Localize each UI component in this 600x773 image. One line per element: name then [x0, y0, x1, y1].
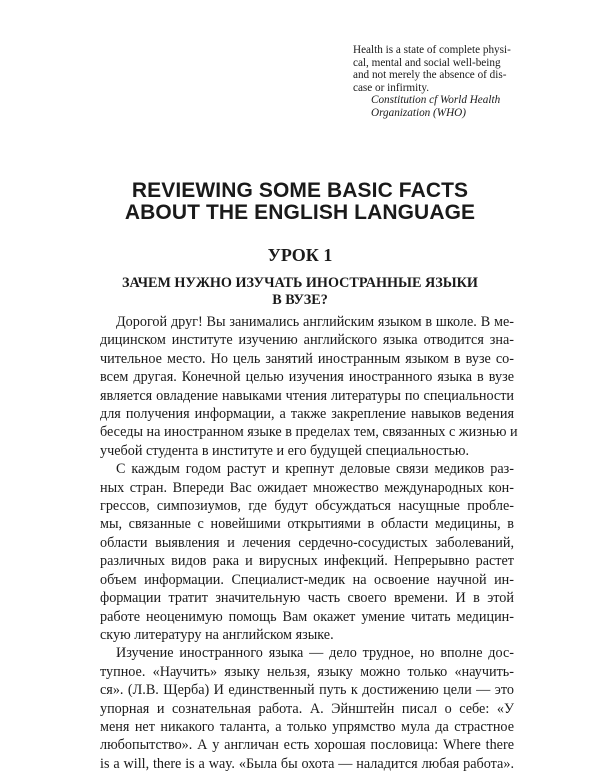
text-line: меня нет никакого таланта, а только упрямство мула да страстное: [100, 718, 514, 735]
text-line: любопытство». А у англичан есть хорошая пословица: Where there: [100, 737, 514, 754]
text-line: для получения информации, а также закрепление навыков ведения: [100, 406, 514, 423]
epigraph-line: and not merely the absence of dis-: [353, 69, 507, 82]
epigraph: [353, 44, 523, 120]
lesson-subtitle-line: В ВУЗЕ?: [272, 292, 328, 308]
text-line: области выявления и лечения сердечно-сосудистых заболеваний,: [100, 534, 514, 551]
epigraph-source: Constitution cf World Health: [371, 94, 501, 107]
text-line: Дорогой друг! Вы занимались английским языком в школе. В ме-: [116, 314, 514, 330]
text-line: ных стран. Впереди Вас ожидает множество международных кон-: [100, 479, 514, 496]
lesson-subtitle-line: ЗАЧЕМ НУЖНО ИЗУЧАТЬ ИНОСТРАННЫЕ ЯЗЫКИ: [122, 275, 478, 291]
chapter-title-line: REVIEWING SOME BASIC FACTS: [131, 179, 469, 202]
epigraph-line: case or infirmity.: [353, 81, 430, 94]
body-text: [100, 313, 518, 773]
chapter-title-line: ABOUT THE ENGLISH LANGUAGE: [124, 200, 476, 224]
text-line: различных видов рака и вирусных инфекций. Непрерывно растет: [100, 553, 514, 570]
text-line: Изучение иностранного языка — дело трудное, но вполне дос-: [116, 645, 514, 662]
text-line: всем другая. Конечной целью изучения иностранного языка в вузе: [100, 369, 514, 386]
text-line: С каждым годом растут и крепнут деловые связи медиков раз-: [116, 461, 514, 478]
text-line: тупное. «Научить» языку нельзя, языку можно только «научить-: [100, 663, 514, 680]
epigraph-line: Health is a state of complete physi-: [353, 44, 511, 56]
text-line: ся». (Л.В. Щерба) И единственный путь к достижению цели — это: [100, 682, 514, 699]
text-line: является овладение навыками чтения литературы по специальности: [100, 387, 514, 404]
text-line: упорная и сознательная работа. А. Эйнштейн писал о себе: «У: [100, 700, 514, 717]
text-line: is a will, there is a way. «Была бы охота — наладится любая работа».: [100, 755, 514, 772]
text-line: грессов, симпозиумов, где будут обсуждаться насущные пробле-: [100, 498, 514, 515]
text-line: скую литературу на английском языке.: [100, 626, 334, 643]
text-line: объем информации. Специалист-медик на освоение научной ин-: [100, 571, 514, 588]
text-line: учебой студента в институте и его будущей специальностью.: [100, 442, 470, 459]
lesson-subtitle: [60, 275, 540, 309]
text-line: дицинском институте изучению английского языка отводится зна-: [100, 332, 514, 349]
text-line: формации тратит значительную часть своего времени. И в этой: [100, 590, 514, 607]
epigraph-source: Organization (WHO): [371, 106, 466, 119]
chapter-title: [60, 180, 540, 223]
text-line: мы, связанные с новейшими открытиями в области медицины, в: [100, 516, 514, 533]
epigraph-line: cal, mental and social well-being: [353, 56, 501, 69]
text-line: беседы на иностранном языке в пределах тем, связанных с жизнью и: [100, 424, 518, 441]
lesson-heading: УРОК 1: [267, 245, 333, 265]
text-line: чительное место. Но цель занятий иностранным языком в вузе со-: [100, 350, 514, 367]
text-line: работе неоценимую помощь Вам окажет умение читать медицин-: [100, 608, 514, 625]
